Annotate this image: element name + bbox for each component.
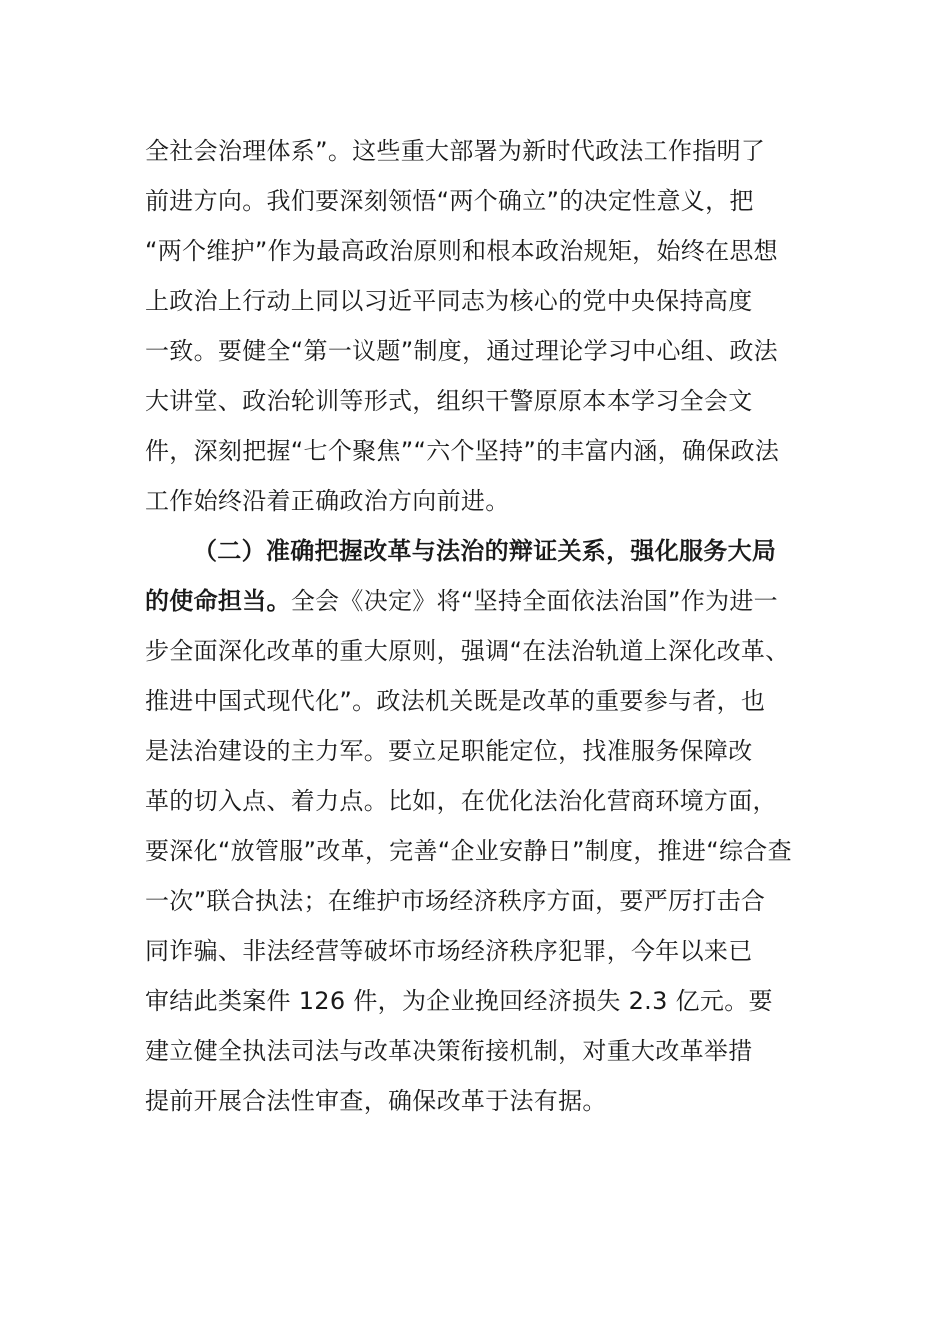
paragraph-1-line: 上政治上行动上同以习近平同志为核心的党中央保持高度 xyxy=(145,287,753,315)
paragraph-1 xyxy=(145,126,815,526)
paragraph-2-line: 同诈骗、非法经营等破坏市场经济秩序犯罪，今年以来已 xyxy=(145,937,753,965)
paragraph-2-line: 是法治建设的主力军。要立足职能定位，找准服务保障改 xyxy=(145,737,753,765)
paragraph-2-line: 一次”联合执法；在维护市场经济秩序方面，要严厉打击合 xyxy=(145,887,766,915)
paragraph-1-line: 全社会治理体系”。这些重大部署为新时代政法工作指明了 xyxy=(145,137,766,165)
paragraph-1-line: 工作始终沿着正确政治方向前进。 xyxy=(145,487,510,515)
paragraph-2-line xyxy=(145,576,815,626)
paragraph-1-line: 一致。要健全“第一议题”制度，通过理论学习中心组、政法 xyxy=(145,337,778,365)
paragraph-2 xyxy=(145,526,815,1126)
paragraph-2-line: 革的切入点、着力点。比如，在优化法治化营商环境方面， xyxy=(145,787,777,815)
paragraph-2-line: 审结此类案件 126 件，为企业挽回经济损失 2.3 亿元。要 xyxy=(145,987,773,1015)
section-heading-end: 的使命担当。 xyxy=(145,587,291,615)
paragraph-2-line: 提前开展合法性审查，确保改革于法有据。 xyxy=(145,1087,607,1115)
paragraph-2-line: 步全面深化改革的重大原则，强调“在法治轨道上深化改革、 xyxy=(145,637,790,665)
paragraph-2-line: 建立健全执法司法与改革决策衔接机制，对重大改革举措 xyxy=(145,1037,753,1065)
paragraph-1-line: “两个维护”作为最高政治原则和根本政治规矩，始终在思想 xyxy=(145,237,778,265)
paragraph-2-line-text: 全会《决定》将“坚持全面依法治国”作为进一 xyxy=(290,587,778,615)
section-heading: （二）准确把握改革与法治的辩证关系，强化服务大局 xyxy=(193,537,777,565)
paragraph-2-line: 推进中国式现代化”。政法机关既是改革的重要参与者，也 xyxy=(145,687,766,715)
paragraph-1-line: 大讲堂、政治轮训等形式，组织干警原原本本学习全会文 xyxy=(145,387,753,415)
paragraph-2-line: 要深化“放管服”改革，完善“企业安静日”制度，推进“综合查 xyxy=(145,837,792,865)
paragraph-1-line: 件，深刻把握“七个聚焦”“六个坚持”的丰富内涵，确保政法 xyxy=(145,437,780,465)
paragraph-1-line: 前进方向。我们要深刻领悟“两个确立”的决定性意义，把 xyxy=(145,187,754,215)
